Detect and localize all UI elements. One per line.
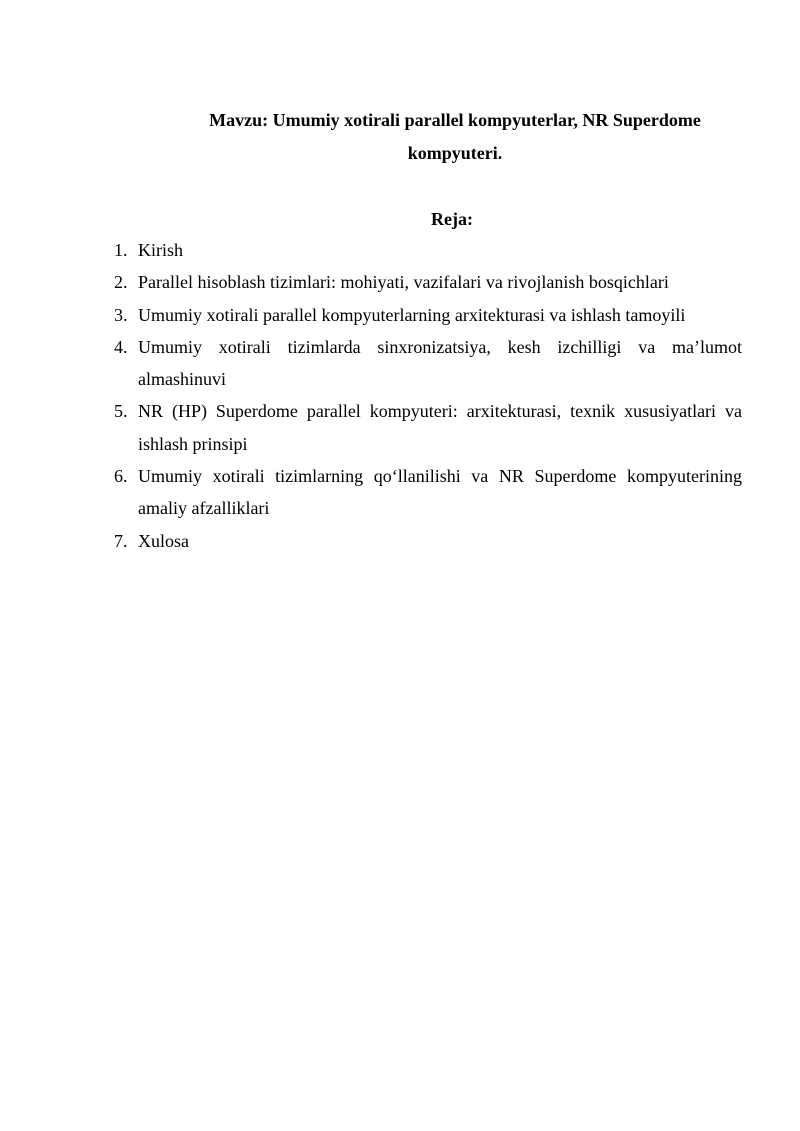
plan-item-5 [0, 395, 742, 460]
plan-item-number: 7. [114, 530, 128, 551]
plan-item-number: 5. [114, 401, 128, 422]
plan-list [0, 234, 800, 557]
plan-item-4 [0, 331, 742, 396]
plan-item-text: Parallel hisoblash tizimlari: mohiyati, vazifalari va rivojlanish bosqichlari [138, 272, 669, 293]
plan-item-2 [0, 266, 742, 298]
document-title-line-2: kompyuteri. [407, 143, 503, 163]
plan-item-3 [0, 299, 742, 331]
plan-item-number: 3. [114, 304, 128, 325]
plan-item-6 [0, 460, 742, 525]
plan-item-text: NR (HP) Superdome parallel kompyuteri: arxitekturasi, texnik xususiyatlari va ishlash prinsipi [138, 401, 742, 454]
plan-item-text: Xulosa [138, 530, 189, 551]
plan-item-text: Kirish [138, 240, 183, 260]
document-title-line-1: Mavzu: Umumiy xotirali parallel kompyuterlar, NR Superdome [209, 110, 701, 130]
plan-heading: Reja: [431, 209, 473, 229]
plan-item-text: Umumiy xotirali tizimlarning qo‘llanilishi va NR Superdome kompyuterining amaliy afzalliklari [138, 466, 742, 519]
plan-item-number: 6. [114, 466, 128, 487]
plan-item-text: Umumiy xotirali tizimlarda sinxronizatsiya, kesh izchilligi va ma’lumot almashinuvi [138, 336, 742, 390]
plan-item-number: 4. [114, 336, 128, 357]
plan-item-number: 2. [114, 272, 128, 293]
plan-item-7 [0, 525, 742, 557]
plan-item-1 [0, 234, 742, 266]
plan-item-number: 1. [114, 240, 128, 260]
plan-item-text: Umumiy xotirali parallel kompyuterlarning arxitekturasi va ishlash tamoyili [138, 304, 686, 325]
